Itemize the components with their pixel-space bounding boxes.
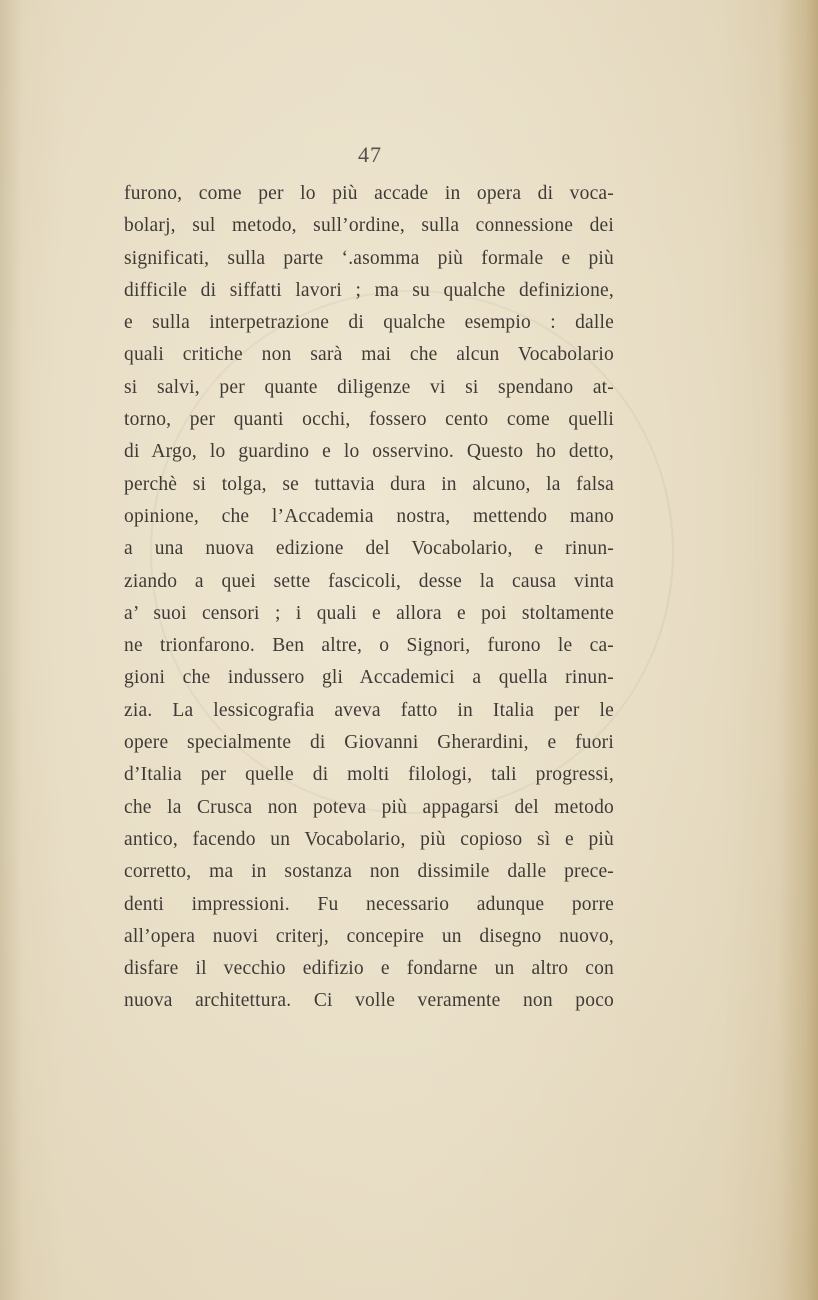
text-line: opinione, che l’Accademia nostra, mettendo mano [124, 505, 614, 527]
body-text [124, 178, 614, 1018]
text-line: gioni che indussero gli Accademici a quella rinun- [124, 667, 614, 689]
page-number: 47 [358, 142, 382, 167]
text-line: nuova architettura. Ci volle veramente non poco [124, 990, 614, 1012]
text-line: corretto, ma in sostanza non dissimile dalle prece- [124, 861, 614, 883]
text-line: opere specialmente di Giovanni Gherardini, e fuori [124, 732, 614, 754]
text-line: zia. La lessicografia aveva fatto in Italia per le [124, 699, 614, 721]
text-line: d’Italia per quelle di molti filologi, tali progressi, [124, 764, 614, 786]
text-line: che la Crusca non poteva più appagarsi del metodo [124, 796, 614, 818]
page-right-edge-stain [778, 0, 818, 1300]
text-line: significati, sulla parte ‘.asomma più formale e più [124, 247, 614, 269]
page-left-edge-shadow [0, 0, 22, 1300]
text-line: ne trionfarono. Ben altre, o Signori, furono le ca- [124, 635, 614, 657]
text-line: di Argo, lo guardino e lo osservino. Questo ho detto, [124, 441, 614, 463]
text-line: bolarj, sul metodo, sull’ordine, sulla connessione dei [124, 215, 614, 237]
text-line: antico, facendo un Vocabolario, più copioso sì e più [124, 828, 614, 850]
text-line: torno, per quanti occhi, fossero cento come quelli [124, 409, 614, 431]
text-line: ziando a quei sette fascicoli, desse la causa vinta [124, 570, 614, 592]
text-line: quali critiche non sarà mai che alcun Vocabolario [124, 344, 614, 366]
text-line: all’opera nuovi criterj, concepire un disegno nuovo, [124, 925, 614, 947]
text-line: furono, come per lo più accade in opera di voca- [124, 183, 614, 204]
text-line: si salvi, per quante diligenze vi si spendano at- [124, 376, 614, 398]
text-line: difficile di siffatti lavori ; ma su qualche definizione, [124, 279, 614, 301]
text-line: disfare il vecchio edifizio e fondarne un altro con [124, 958, 614, 980]
text-line: denti impressioni. Fu necessario adunque porre [124, 893, 614, 915]
text-line: perchè si tolga, se tuttavia dura in alcuno, la falsa [124, 473, 614, 495]
text-line: a una nuova edizione del Vocabolario, e rinun- [124, 538, 614, 560]
text-line: a’ suoi censori ; i quali e allora e poi stoltamente [124, 602, 614, 624]
text-line: e sulla interpetrazione di qualche esempio : dalle [124, 312, 614, 334]
